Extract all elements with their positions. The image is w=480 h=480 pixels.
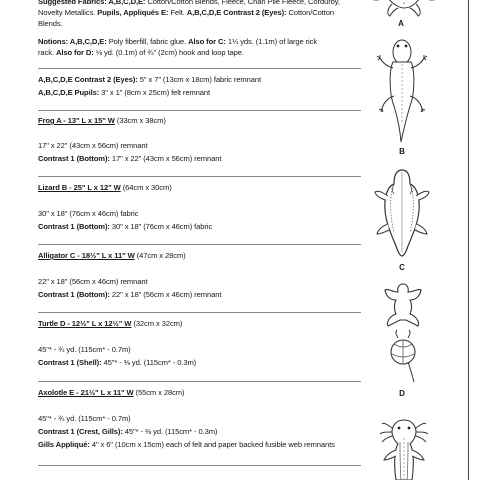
frog-a-contrast-label: Contrast 1 (Bottom): xyxy=(38,154,110,163)
frog-a-fabric-line xyxy=(38,140,368,151)
suggested-fabrics-label: Suggested Fabrics: A,B,C,D,E: xyxy=(38,0,146,6)
felt-text: Felt. xyxy=(168,8,187,17)
lizard-b-title: Lizard B - 25" L x 12" W xyxy=(38,183,121,192)
frog-a-title-line xyxy=(38,115,368,126)
also-for-c-label: Also for C: xyxy=(188,37,226,46)
alligator-c-title-line xyxy=(38,250,368,261)
turtle-illustration xyxy=(380,282,426,388)
notions-label: Notions: A,B,C,D,E: xyxy=(38,37,107,46)
gills-applique-text: 4" x 6" (10cm x 15cm) each of felt and paper backed fusible web remnants xyxy=(89,440,335,449)
frog-a-title: Frog A - 13" L x 15" W xyxy=(38,116,115,125)
alligator-c-metric: (47cm x 28cm) xyxy=(134,251,186,260)
figure-label-c: C xyxy=(399,263,405,272)
pupils-text: 3" x 1" (8cm x 25cm) felt remnant xyxy=(99,88,211,97)
suggested-fabrics-line-3 xyxy=(38,18,368,29)
page-edge-line xyxy=(468,0,469,480)
figure-label-a: A xyxy=(398,19,404,28)
axolotle-e-metric: (55cm x 28cm) xyxy=(133,388,185,397)
turtle-d-title: Turtle D - 12½" L x 12½" W xyxy=(38,319,132,328)
divider xyxy=(38,176,361,177)
turtle-d-title-line xyxy=(38,318,368,329)
lizard-illustration xyxy=(374,36,430,146)
axolotle-e-title-line xyxy=(38,387,368,398)
notions-line-2 xyxy=(38,47,368,58)
frog-a-metric: (33cm x 38cm) xyxy=(114,116,166,125)
frog-a-contrast-line xyxy=(38,153,368,164)
turtle-d-fabric: 45"* - ¾ yd. (115cm* - 0.7m) xyxy=(38,345,131,354)
pupils-line xyxy=(38,87,368,98)
suggested-fabrics-line-1 xyxy=(38,0,368,7)
divider xyxy=(38,465,361,466)
turtle-d-fabric-line xyxy=(38,344,368,355)
eyes-text: 5" x 7" (13cm x 18cm) fabric remnant xyxy=(137,75,261,84)
alligator-illustration xyxy=(372,166,432,258)
axolotle-e-contrast-line xyxy=(38,426,368,437)
divider xyxy=(38,68,361,69)
axolotle-e-gills-line xyxy=(38,439,368,450)
lizard-b-contrast-line xyxy=(38,221,368,232)
lizard-b-contrast-text: 30" x 18" (76cm x 46cm) fabric xyxy=(109,222,213,231)
cotton-text: Cotton/Cotton xyxy=(286,8,335,17)
turtle-d-contrast-text: 45"* - ⅜ yd. (115cm* - 0.3m) xyxy=(101,358,197,367)
suggested-fabrics-line-2 xyxy=(38,7,368,18)
divider xyxy=(38,381,361,382)
eyes-line xyxy=(38,74,368,85)
axolotle-e-contrast-text: 45"* - ⅜ yd. (115cm* - 0.3m) xyxy=(122,427,218,436)
eyes-label: A,B,C,D,E Contrast 2 (Eyes): xyxy=(38,75,138,84)
suggested-fabrics-text: Cotton/Cotton Blends, Fleece, Chan Pile Fleece, Corduroy, xyxy=(145,0,340,6)
alligator-c-contrast-text: 22" x 18" (56cm x 46cm) remnant xyxy=(109,290,222,299)
frog-a-contrast-text: 17" x 22" (43cm x 56cm) remnant xyxy=(109,154,222,163)
contrast-eyes-label: A,B,C,D,E Contrast 2 (Eyes): xyxy=(186,8,287,17)
alligator-c-contrast-line xyxy=(38,289,368,300)
turtle-d-contrast-label: Contrast 1 (Shell): xyxy=(38,358,102,367)
lizard-b-fabric: 30" x 18" (76cm x 46cm) fabric xyxy=(38,209,139,218)
also-for-d-label: Also for D: xyxy=(55,48,94,57)
turtle-d-metric: (32cm x 32cm) xyxy=(131,319,183,328)
axolotle-e-fabric-line xyxy=(38,413,368,424)
figure-label-b: B xyxy=(399,147,405,156)
figure-label-d: D xyxy=(399,389,405,398)
axolotl-illustration xyxy=(376,416,432,480)
axolotle-e-fabric: 45"* - ¾ yd. (115cm* - 0.7m) xyxy=(38,414,131,423)
suggested-fabrics-text-2: Novelty Metallics. xyxy=(38,8,98,17)
lizard-b-fabric-line xyxy=(38,208,368,219)
notions-line-1 xyxy=(38,36,368,47)
notions-text: Poly fiberfill, fabric glue. xyxy=(106,37,189,46)
lizard-b-contrast-label: Contrast 1 (Bottom): xyxy=(38,222,110,231)
alligator-c-fabric: 22" x 18" (56cm x 46cm) remnant xyxy=(38,277,148,286)
gills-applique-label: Gills Appliqué: xyxy=(38,440,90,449)
lizard-b-title-line xyxy=(38,182,368,193)
divider xyxy=(38,110,361,111)
alligator-c-title: Alligator C - 18½" L x 11" W xyxy=(38,251,135,260)
frog-a-fabric: 17" x 22" (43cm x 56cm) remnant xyxy=(38,141,148,150)
divider xyxy=(38,244,361,245)
notions-c-text: 1¼ yds. (1.1m) of large rick xyxy=(225,37,318,46)
pupils-appliques-label: Pupils, Appliqués E: xyxy=(97,8,169,17)
notions-rack-text: rack. xyxy=(38,48,56,57)
turtle-d-contrast-line xyxy=(38,357,368,368)
axolotle-e-contrast-label: Contrast 1 (Crest, Gills): xyxy=(38,427,123,436)
axolotle-e-title: Axolotle E - 21½" L x 11" W xyxy=(38,388,134,397)
lizard-b-metric: (64cm x 30cm) xyxy=(120,183,172,192)
alligator-c-fabric-line xyxy=(38,276,368,287)
pupils-label: A,B,C,D,E Pupils: xyxy=(38,88,100,97)
notions-d-text: ⅛ yd. (0.1m) of ¾" (2cm) hook and loop tape. xyxy=(93,48,244,57)
alligator-c-contrast-label: Contrast 1 (Bottom): xyxy=(38,290,110,299)
blends-text: Blends. xyxy=(38,19,63,28)
divider xyxy=(38,312,361,313)
